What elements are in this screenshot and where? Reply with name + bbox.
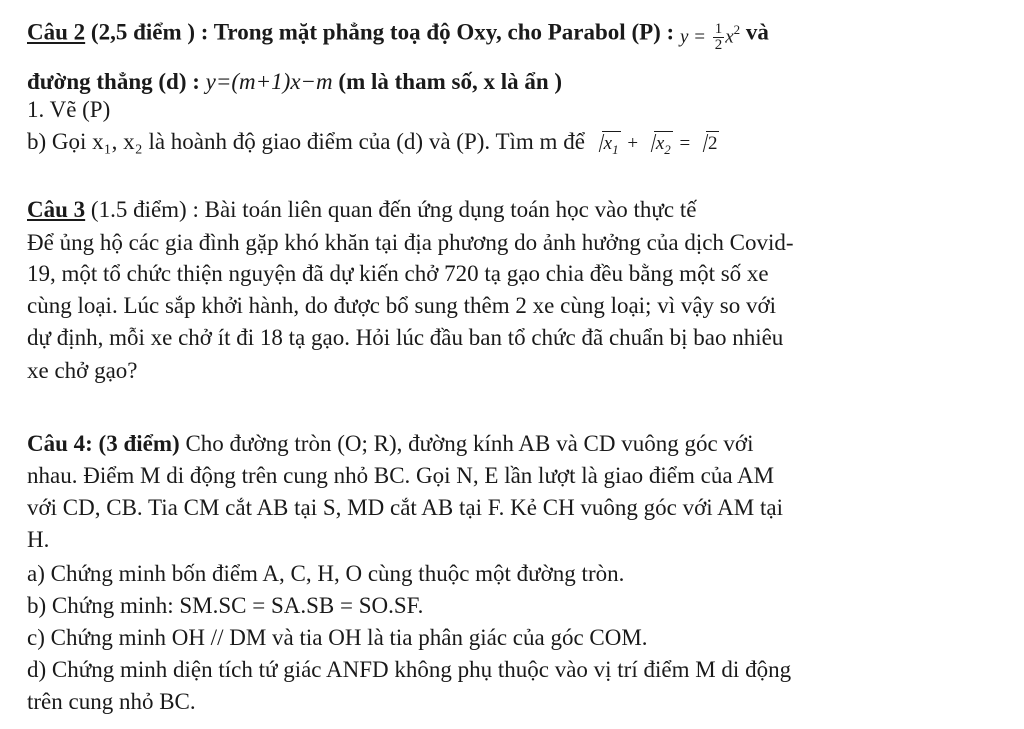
q2-line-1 bbox=[27, 16, 769, 53]
q2-item-1: 1. Vẽ (P) bbox=[27, 97, 111, 122]
q4-item-a: a) Chứng minh bốn điểm A, C, H, O cùng thuộc một đường tròn. bbox=[27, 561, 625, 586]
q4-text-line: nhau. Điểm M di động trên cung nhỏ BC. Gọi N, E lần lượt là giao điểm của AM bbox=[27, 463, 775, 488]
line-equation: y=(m+1)x−m bbox=[205, 69, 333, 94]
q4-title: Câu 4: (3 điểm) bbox=[27, 431, 180, 456]
q3-text-line: 19, một tổ chức thiện nguyện đã dự kiến chở 720 tạ gạo chia đều bằng một số xe bbox=[27, 261, 769, 286]
q3-text-line: dự định, mỗi xe chở ít đi 18 tạ gạo. Hỏi lúc đầu ban tổ chức đã chuẩn bị bao nhiêu bbox=[27, 325, 784, 350]
q2-title: Câu 2 bbox=[27, 19, 86, 45]
q3-title-line: Câu 3 (1.5 điểm) : Bài toán liên quan đến ứng dụng toán học vào thực tế bbox=[27, 197, 697, 222]
q2-line-2: đường thẳng (d) : y=(m+1)x−m (m là tham số, x là ẩn ) bbox=[27, 69, 563, 94]
parabola-formula: y = $\frac{1}{2}$ $x^2$ bbox=[679, 20, 741, 53]
q4-text-line: với CD, CB. Tia CM cắt AB tại S, MD cắt AB tại F. Kẻ CH vuông góc với AM tại bbox=[27, 495, 783, 520]
q2-item-b: b) Gọi x₁, x₂ là hoành độ giao điểm của (d) và (P). Tìm m để $x_1 + x_2 = 2$ bbox=[27, 128, 721, 164]
sqrt-x2: $x_2$ bbox=[643, 130, 673, 164]
q4-item-c: c) Chứng minh OH // DM và tia OH là tia phân giác của góc COM. bbox=[27, 625, 648, 650]
q4-text-line: trên cung nhỏ BC. bbox=[27, 689, 196, 714]
q4-item-b: b) Chứng minh: SM.SC = SA.SB = SO.SF. bbox=[27, 593, 424, 618]
q3-text-line: Để ủng hộ các gia đình gặp khó khăn tại địa phương do ảnh hưởng của dịch Covid- bbox=[27, 230, 794, 255]
q2-intro: (2,5 điểm ) : Trong mặt phẳng toạ độ Oxy, cho Parabol (P) : bbox=[85, 19, 680, 45]
q2-and: và bbox=[740, 19, 769, 45]
q4-item-d: d) Chứng minh diện tích tứ giác ANFD không phụ thuộc vào vị trí điểm M di động bbox=[27, 657, 792, 682]
q3-text-line: cùng loại. Lúc sắp khởi hành, do được bổ sung thêm 2 xe cùng loại; vì vậy so với bbox=[27, 293, 777, 318]
sqrt-x1: $x_1$ bbox=[591, 130, 621, 164]
q4-title-line: Câu 4: (3 điểm) Cho đường tròn (O; R), đường kính AB và CD vuông góc với bbox=[27, 431, 754, 456]
q4-text-line: H. bbox=[27, 527, 50, 552]
q3-title: Câu 3 bbox=[27, 197, 86, 222]
q3-text-line: xe chở gạo? bbox=[27, 358, 138, 383]
parabola-fraction: $\frac{1}{2}$ bbox=[714, 20, 723, 53]
sqrt-2: 2 bbox=[695, 130, 720, 158]
